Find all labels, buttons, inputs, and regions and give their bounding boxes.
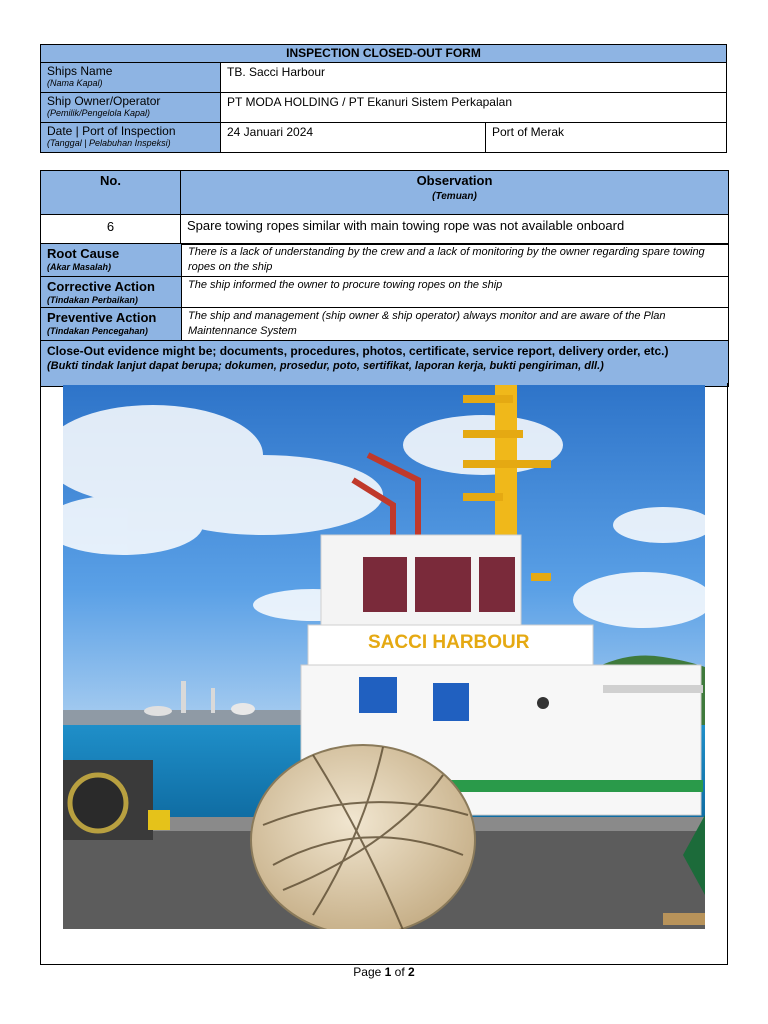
ships-name-label-sub: (Nama Kapal) — [47, 78, 103, 88]
page-total: 2 — [408, 965, 415, 979]
preventive-action-label-main: Preventive Action — [47, 310, 157, 325]
observation-header-label: Observation — [416, 173, 493, 188]
ships-name-value: TB. Sacci Harbour — [221, 63, 727, 93]
root-cause-label-sub: (Akar Masalah) — [47, 262, 112, 272]
root-cause-text: There is a lack of understanding by the crew and a lack of monitoring by the owner regarding spare towing ropes on the ship — [182, 244, 729, 277]
evidence-main: Close-Out evidence might be; documents, procedures, photos, certificate, service report, delivery order, etc.) — [47, 344, 669, 358]
observation-text: Spare towing ropes similar with main towing rope was not available onboard — [181, 215, 729, 245]
date-port-label — [41, 123, 221, 153]
tugboat-photo — [63, 385, 705, 929]
owner-value: PT MODA HOLDING / PT Ekanuri Sistem Perkapalan — [221, 93, 727, 123]
root-cause-label — [41, 244, 182, 277]
photo-frame — [40, 383, 728, 965]
observation-number: 6 — [41, 215, 181, 245]
ships-name-label — [41, 63, 221, 93]
evidence-sub: (Bukti tindak lanjut dapat berupa; dokumen, prosedur, poto, sertifikat, laporan kerja, bukti pengiriman, dll.) — [47, 360, 604, 372]
observation-header-sub: (Temuan) — [432, 191, 477, 202]
inspection-date-value: 24 Januari 2024 — [221, 123, 486, 153]
date-port-label-main: Date | Port of Inspection — [47, 124, 176, 138]
page-prefix: Page — [353, 965, 385, 979]
actions-table — [40, 243, 729, 387]
vessel-name: SACCI HARBOUR — [368, 632, 530, 653]
form-title: INSPECTION CLOSED-OUT FORM — [41, 45, 727, 63]
root-cause-label-main: Root Cause — [47, 246, 120, 261]
close-out-evidence — [41, 341, 729, 387]
owner-label-main: Ship Owner/Operator — [47, 94, 161, 108]
corrective-action-text: The ship informed the owner to procure towing ropes on the ship — [182, 277, 729, 308]
corrective-action-label — [41, 277, 182, 308]
port-value: Port of Merak — [486, 123, 727, 153]
no-header-label: No. — [100, 173, 121, 188]
mast — [495, 385, 517, 555]
preventive-action-text: The ship and management (ship owner & ship operator) always monitor and are aware of the Plan Maintennance System — [182, 308, 729, 341]
corrective-action-label-main: Corrective Action — [47, 279, 155, 294]
evidence-photo — [63, 385, 705, 929]
no-header — [41, 171, 181, 215]
preventive-action-label-sub: (Tindakan Pencegahan) — [47, 326, 148, 336]
owner-label-sub: (Pemilik/Pengelola Kapal) — [47, 108, 151, 118]
header-table — [40, 44, 727, 153]
page-of: of — [391, 965, 409, 979]
page-footer — [0, 965, 768, 979]
page-current: 1 — [384, 965, 392, 979]
observation-header — [181, 171, 729, 215]
observation-table — [40, 170, 729, 245]
preventive-action-label — [41, 308, 182, 341]
corrective-action-label-sub: (Tindakan Perbaikan) — [47, 295, 138, 305]
owner-label — [41, 93, 221, 123]
date-port-label-sub: (Tanggal | Pelabuhan Inspeksi) — [47, 138, 171, 148]
ships-name-label-main: Ships Name — [47, 64, 113, 78]
